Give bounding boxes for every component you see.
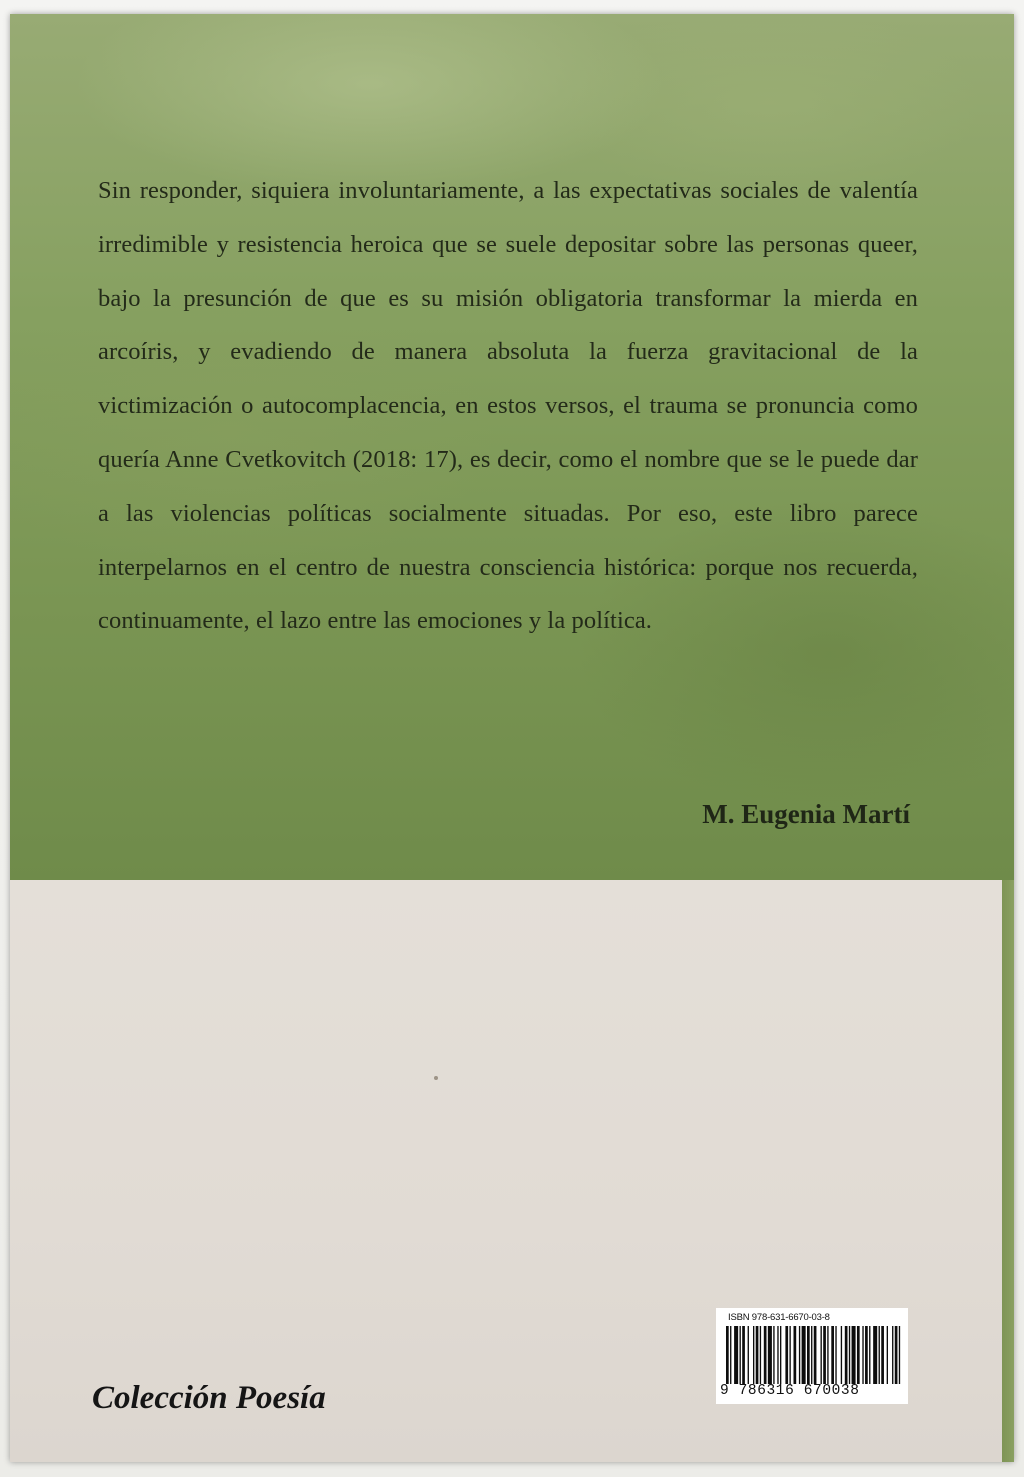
author-signature: M. Eugenia Martí [702, 799, 910, 829]
isbn-barcode [716, 1308, 908, 1404]
isbn-label: ISBN 978-631-6670-03-8 [728, 1312, 830, 1323]
dust-speck [434, 1076, 438, 1080]
barcode-bars [726, 1326, 902, 1384]
green-edge-strip [1002, 880, 1014, 1462]
collection-title: Colección Poesía [92, 1380, 326, 1416]
cream-lower-panel [10, 880, 1002, 1462]
green-blurb-panel [10, 14, 1014, 880]
book-back-cover [10, 14, 1014, 1462]
barcode-digits: 9 786316 670038 [720, 1383, 860, 1399]
blurb-text: Sin responder, siquiera involuntariamente, a las expectativas sociales de valentía irredimible y resistencia heroica que se suele depositar sobre las personas queer, bajo la presunción de que es su misión obligatoria transformar la mierda en arcoíris, y evadiendo de manera absoluta la fuerza gravitacional de la victimización o autocomplacencia, en estos versos, el trauma se pronuncia como quería Anne Cvetkovitch (2018: 17), es decir, como el nombre que se le puede dar a las violencias políticas socialmente situadas. Por eso, este libro parece interpelarnos en el centro de nuestra consciencia histórica: porque nos recuerda, continuamente, el lazo entre las emociones y la política. [98, 177, 918, 635]
